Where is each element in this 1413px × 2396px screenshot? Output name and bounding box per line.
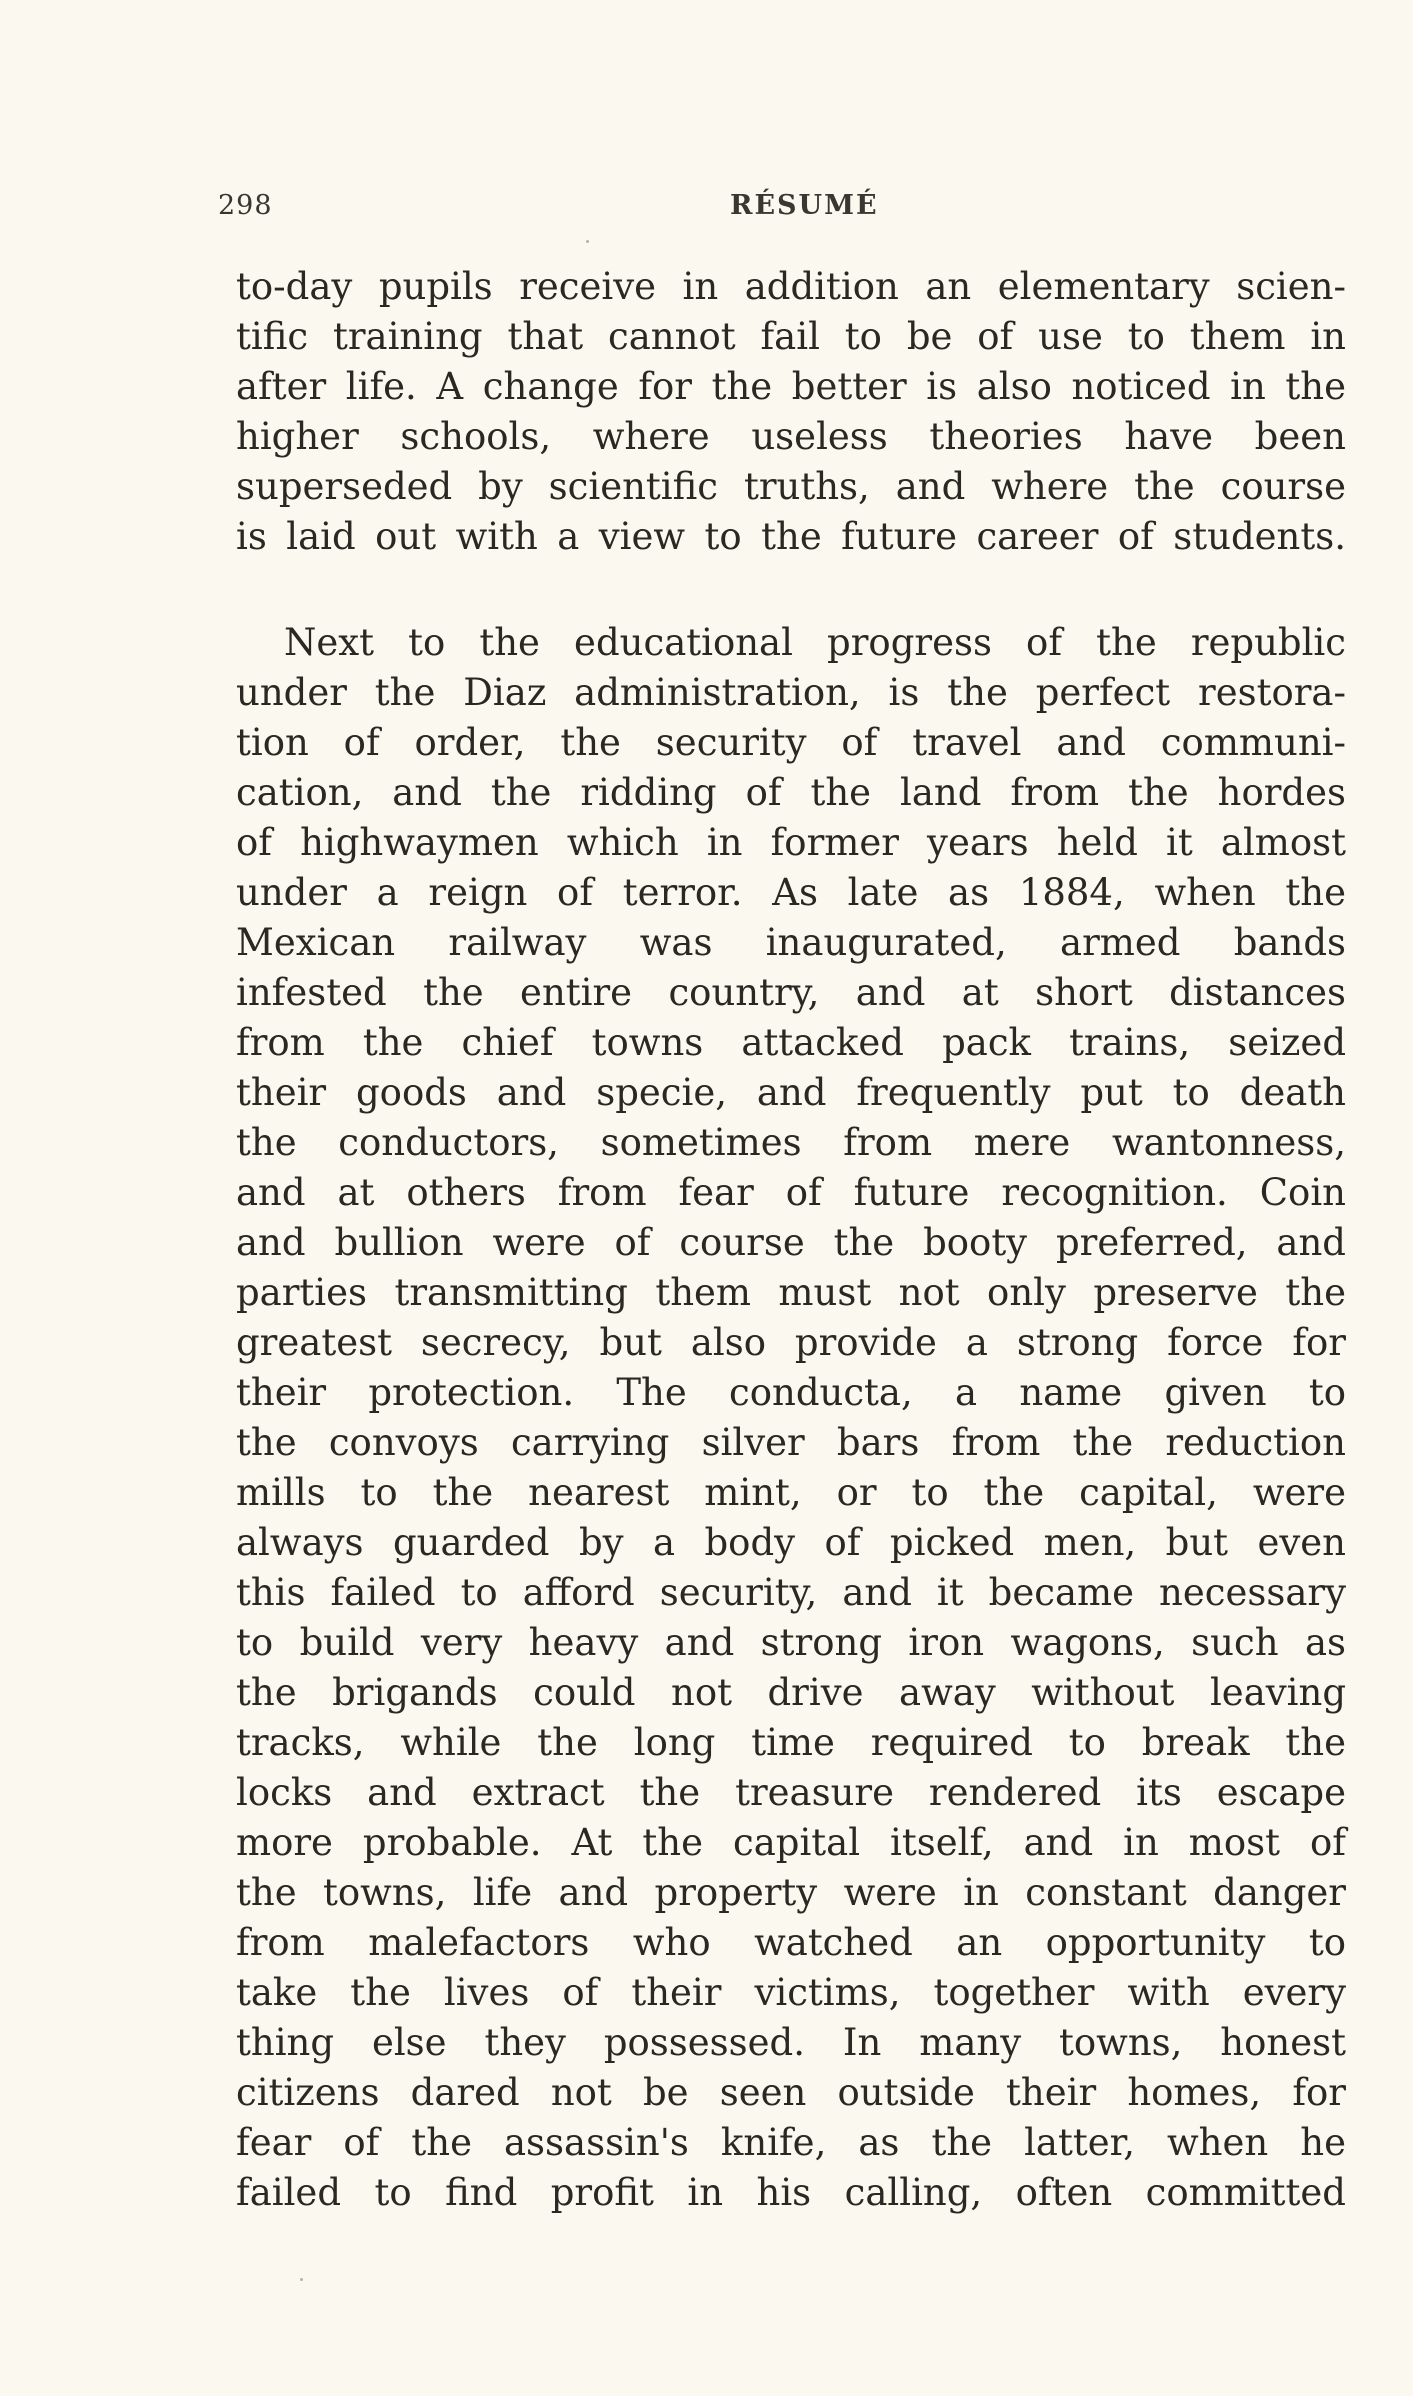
text-line: tion of order, the security of travel and communi- bbox=[236, 721, 1346, 764]
text-line: their goods and specie, and frequently put to death bbox=[236, 1071, 1346, 1114]
paragraph-2 bbox=[236, 618, 1346, 2218]
text-line: is laid out with a view to the future career of students. bbox=[236, 515, 1346, 558]
text-line: Next to the educational progress of the republic bbox=[284, 621, 1346, 664]
page-number: 298 bbox=[218, 190, 273, 221]
text-line: mills to the nearest mint, or to the capital, were bbox=[236, 1471, 1346, 1514]
text-line: parties transmitting them must not only preserve the bbox=[236, 1271, 1346, 1314]
text-line: take the lives of their victims, together with every bbox=[236, 1971, 1346, 2014]
text-line: infested the entire country, and at short distances bbox=[236, 971, 1346, 1014]
text-line: greatest secrecy, but also provide a strong force for bbox=[236, 1321, 1346, 1364]
text-line: from the chief towns attacked pack trains, seized bbox=[236, 1021, 1346, 1064]
text-line: from malefactors who watched an opportunity to bbox=[236, 1921, 1346, 1964]
paragraph-1 bbox=[236, 262, 1346, 562]
running-head bbox=[0, 190, 1413, 230]
text-line: superseded by scientific truths, and where the course bbox=[236, 465, 1346, 508]
text-line: of highwaymen which in former years held it almost bbox=[236, 821, 1346, 864]
text-line: higher schools, where useless theories have been bbox=[236, 415, 1346, 458]
text-line: to build very heavy and strong iron wagons, such as bbox=[236, 1621, 1346, 1664]
text-line: locks and extract the treasure rendered its escape bbox=[236, 1771, 1346, 1814]
text-line: and bullion were of course the booty preferred, and bbox=[236, 1221, 1346, 1264]
text-line: citizens dared not be seen outside their homes, for bbox=[236, 2071, 1346, 2114]
text-line: failed to find profit in his calling, often committed bbox=[236, 2171, 1346, 2214]
text-line: always guarded by a body of picked men, but even bbox=[236, 1521, 1346, 1564]
text-line: Mexican railway was inaugurated, armed bands bbox=[236, 921, 1346, 964]
paper-speck bbox=[300, 2278, 303, 2281]
text-line: tracks, while the long time required to break the bbox=[236, 1721, 1346, 1764]
text-line: thing else they possessed. In many towns, honest bbox=[236, 2021, 1346, 2064]
text-line: under the Diaz administration, is the perfect restora- bbox=[236, 671, 1346, 714]
text-line: fear of the assassin's knife, as the latter, when he bbox=[236, 2121, 1346, 2164]
text-line: tific training that cannot fail to be of use to them in bbox=[236, 315, 1346, 358]
text-line: their protection. The conducta, a name given to bbox=[236, 1371, 1346, 1414]
text-line: and at others from fear of future recognition. Coin bbox=[236, 1171, 1346, 1214]
text-line: the convoys carrying silver bars from the reduction bbox=[236, 1421, 1346, 1464]
text-line: after life. A change for the better is also noticed in the bbox=[236, 365, 1346, 408]
text-line: more probable. At the capital itself, and in most of bbox=[236, 1821, 1346, 1864]
text-line: to-day pupils receive in addition an elementary scien- bbox=[236, 265, 1346, 308]
text-line: cation, and the ridding of the land from the hordes bbox=[236, 771, 1346, 814]
text-line: the towns, life and property were in constant danger bbox=[236, 1871, 1346, 1914]
text-line: this failed to afford security, and it became necessary bbox=[236, 1571, 1346, 1614]
paper-speck bbox=[586, 240, 589, 243]
text-line: the conductors, sometimes from mere wantonness, bbox=[236, 1121, 1346, 1164]
text-line: under a reign of terror. As late as 1884, when the bbox=[236, 871, 1346, 914]
running-title: RÉSUMÉ bbox=[730, 190, 879, 221]
text-line: the brigands could not drive away without leaving bbox=[236, 1671, 1346, 1714]
